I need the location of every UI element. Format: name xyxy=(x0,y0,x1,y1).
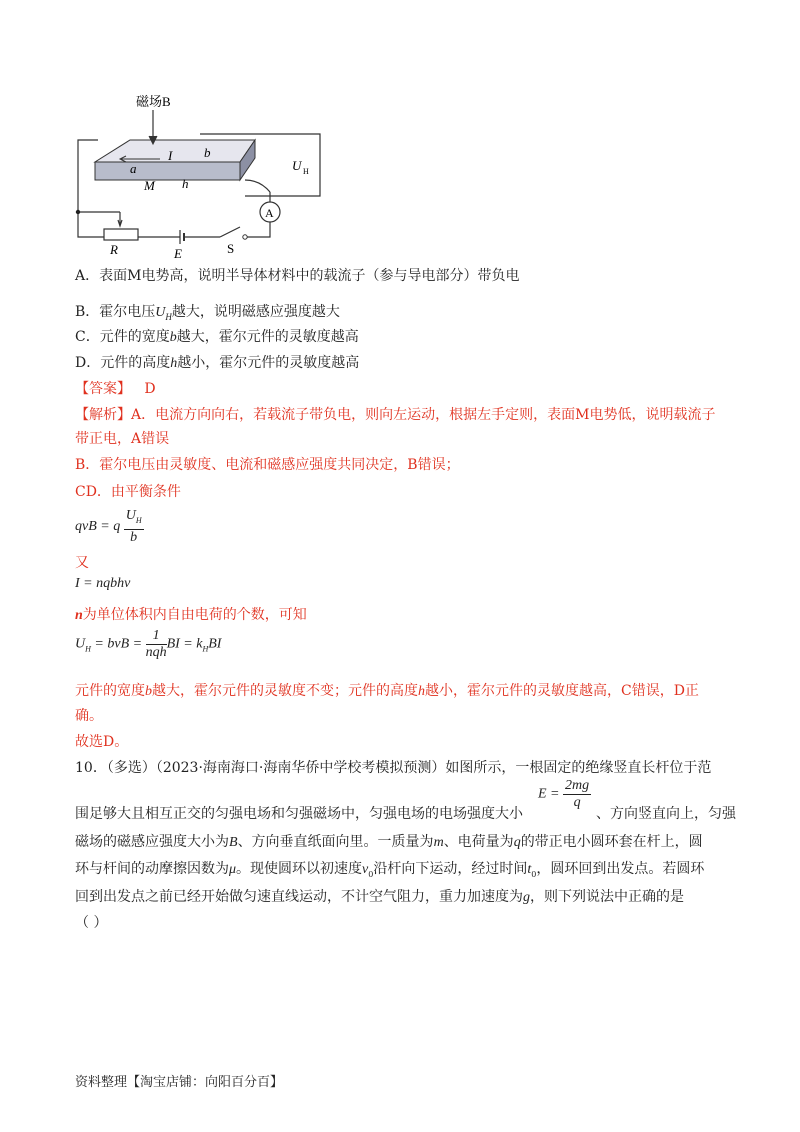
option-c: C．元件的宽度b越大，霍尔元件的灵敏度越高 xyxy=(75,329,359,345)
n-description: n为单位体积内自由电荷的个数，可知 xyxy=(75,607,307,623)
analysis-line3: B．霍尔电压由灵敏度、电流和磁感应强度共同决定，B错误； xyxy=(75,457,460,473)
equation-2: I = nqbhv xyxy=(75,576,131,591)
conclusion-line2: 确。 xyxy=(75,708,103,724)
question10-line6: （ ） xyxy=(75,915,108,931)
question10-line3: 磁场的磁感应强度大小为B、方向垂直纸面向里。一质量为m、电荷量为q的带正电小圆环套在杆上，圆 xyxy=(75,834,703,850)
analysis-line1: 【解析】A．电流方向向右，若载流子带负电，则向左运动，根据左手定则，表面M电势低，说明载流子 xyxy=(75,407,716,423)
conclusion-line1: 元件的宽度b越大，霍尔元件的灵敏度不变；元件的高度h越小，霍尔元件的灵敏度越高，C错误，D正 xyxy=(75,683,699,699)
switch-label: S xyxy=(227,241,235,256)
question10-line2: 围足够大且相互正交的匀强电场和匀强磁场中，匀强电场的电场强度大小 xyxy=(75,806,523,822)
equation-1: qvB = q $\frac{U_H}{b}$ xyxy=(75,508,142,545)
label-UH-sub: H xyxy=(303,167,309,176)
analysis-line4: CD．由平衡条件 xyxy=(75,484,181,500)
question10-line2-tail: 、方向竖直向上，匀强 xyxy=(596,806,736,822)
label-M: M xyxy=(144,178,155,193)
answer-line: 【答案】 D xyxy=(75,381,156,397)
label-h: h xyxy=(182,176,189,191)
battery-label: E xyxy=(174,246,182,261)
ammeter-label: A xyxy=(265,206,274,220)
hall-effect-diagram xyxy=(70,92,330,262)
question10-line5: 回到出发点之前已经开始做匀速直线运动，不计空气阻力，重力加速度为g，则下列说法中正确的是 xyxy=(75,889,684,905)
conclusion-line3: 故选D。 xyxy=(75,734,129,750)
label-UH: U xyxy=(292,158,302,173)
question10-line4: 环与杆间的动摩擦因数为μ。现使圆环以初速度$v_0$沿杆向下运动，经过时间$t_0$，圆环回到出发点。若圆环 xyxy=(75,861,705,879)
footer-text: 资料整理【淘宝店铺：向阳百分百】 xyxy=(75,1075,284,1090)
also-text: 又 xyxy=(75,555,89,571)
label-b: b xyxy=(204,145,211,160)
current-label: I xyxy=(168,148,173,163)
analysis-line2: 带正电，A错误 xyxy=(75,431,170,447)
resistor-label: R xyxy=(110,242,118,257)
option-a: A．表面M电势高，说明半导体材料中的载流子（参与导电部分）带负电 xyxy=(75,268,520,284)
question10-line1: 10．（多选）（2023·海南海口·海南华侨中学校考模拟预测）如图所示，一根固定的绝缘竖直长杆位于范 xyxy=(75,760,712,776)
option-d: D．元件的高度h越小，霍尔元件的灵敏度越高 xyxy=(75,355,360,371)
question10-eqE: E = $\frac{2mg}{q}$ xyxy=(538,778,590,810)
field-label: 磁场B xyxy=(136,94,171,109)
resistor xyxy=(104,229,138,240)
equation-3: $U_H$ = bvB = $\frac{1}{\text{nqh}}$ BI = $k_HBI$ xyxy=(75,628,222,660)
option-b: B．霍尔电压$U_H$越大，说明磁感应强度越大 xyxy=(75,304,340,322)
label-a: a xyxy=(130,161,137,176)
